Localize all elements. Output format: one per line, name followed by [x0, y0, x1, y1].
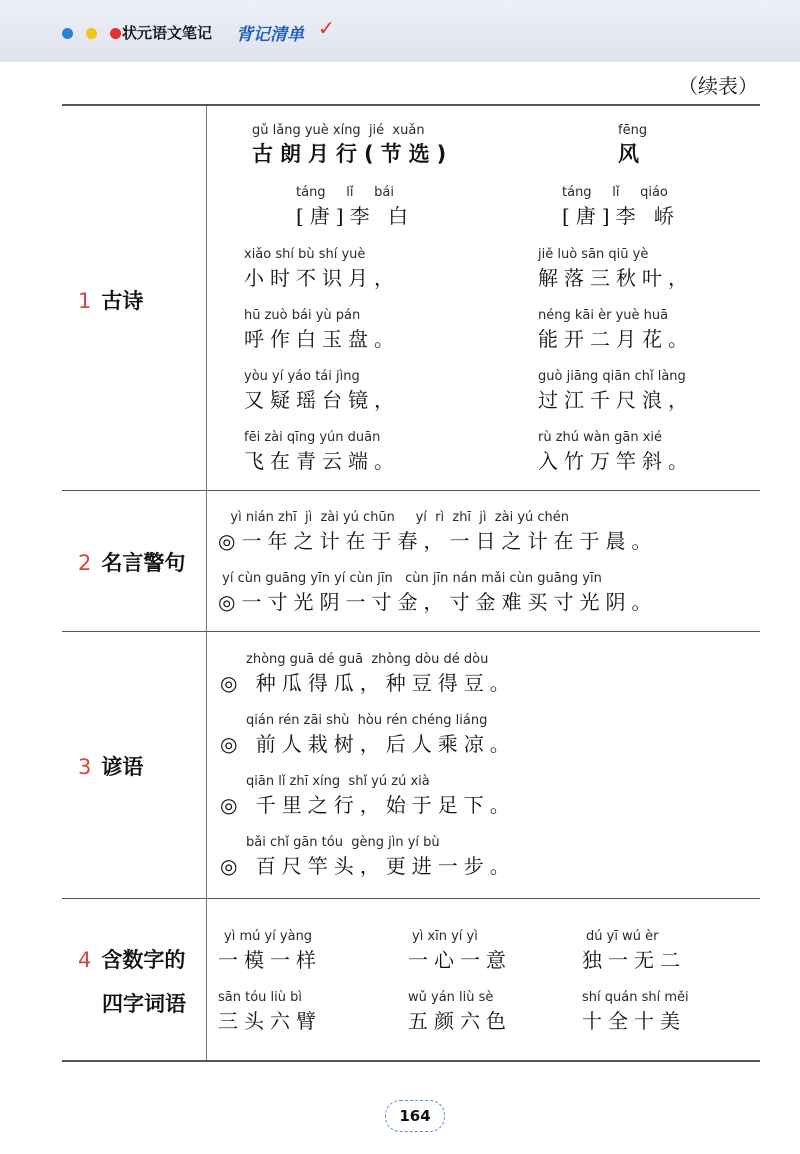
continued-label: （续表）	[678, 74, 758, 98]
proverb-item: qiān lǐ zhī xíng shǐ yú zú xià ◎ 千里之行，始于足下。	[220, 774, 516, 817]
section-label-number-idioms-line2: 四字词语	[102, 992, 186, 1016]
poem-line: rù zhú wàn gān xié 入竹万竿斜。	[538, 430, 694, 473]
page-number: 164	[385, 1100, 445, 1132]
section-tag: 背记清单	[236, 25, 304, 45]
poem-title: gǔ lǎng yuè xíng jié xuǎn 古朗月行(节选)	[252, 123, 454, 166]
poem-line: jiě luò sān qiū yè 解落三秋叶，	[538, 247, 694, 290]
poem-line: yòu yí yáo tái jìng 又疑瑶台镜，	[244, 369, 400, 412]
table-bottom-rule	[62, 1060, 760, 1062]
idiom-item: dú yī wú èr 独一无二	[582, 929, 686, 972]
poem-line: xiǎo shí bù shí yuè 小时不识月，	[244, 247, 400, 290]
proverb-item: qián rén zāi shù hòu rén chéng liáng ◎ 前人栽树，后人乘凉。	[220, 713, 516, 756]
poem-line: néng kāi èr yuè huā 能开二月花。	[538, 308, 694, 351]
idiom-item: yì mú yí yàng 一模一样	[218, 929, 322, 972]
idiom-item: shí quán shí měi 十全十美	[582, 990, 689, 1033]
red-dot-icon	[110, 28, 121, 39]
poem-line: guò jiāng qiān chǐ làng 过江千尺浪，	[538, 369, 694, 412]
row-divider	[62, 898, 760, 899]
idiom-item: yì xīn yí yì 一心一意	[408, 929, 512, 972]
row-divider	[62, 490, 760, 491]
proverb-item: bǎi chǐ gān tóu gèng jìn yí bù ◎ 百尺竿头，更进一步。	[220, 835, 516, 878]
idiom-item: wǔ yán liù sè 五颜六色	[408, 990, 512, 1033]
blue-dot-icon	[62, 28, 73, 39]
saying-item: yì nián zhī jì zài yú chūn yí rì zhī jì zài yú chén ◎一年之计在于春，一日之计在于晨。	[218, 510, 658, 553]
header-band	[0, 0, 800, 62]
poem-author: táng lǐ bái [唐]李 白	[296, 185, 414, 228]
idiom-item: sān tóu liù bì 三头六臂	[218, 990, 322, 1033]
poem-line: fēi zài qīng yún duān 飞在青云端。	[244, 430, 400, 473]
book-title: 状元语文笔记	[122, 24, 213, 42]
yellow-dot-icon	[86, 28, 97, 39]
proverb-item: zhòng guā dé guā zhòng dòu dé dòu ◎ 种瓜得瓜，种豆得豆。	[220, 652, 516, 695]
poem-title: fēng 风	[618, 123, 648, 166]
section-label-proverbs: 3 谚语	[78, 755, 144, 779]
column-divider	[206, 106, 207, 1060]
poem-line: hū zuò bái yù pán 呼作白玉盘。	[244, 308, 400, 351]
row-divider	[62, 631, 760, 632]
poem-author: táng lǐ qiáo [唐]李 峤	[562, 185, 680, 228]
table-top-rule	[62, 104, 760, 106]
section-label-number-idioms: 4 含数字的	[78, 948, 186, 972]
checkmark-icon: ✓	[318, 16, 335, 40]
section-label-famous-sayings: 2 名言警句	[78, 551, 186, 575]
saying-item: yí cùn guāng yīn yí cùn jīn cùn jīn nán mǎi cùn guāng yīn ◎一寸光阴一寸金，寸金难买寸光阴。	[218, 571, 658, 614]
section-label-ancient-poems: 1 古诗	[78, 289, 144, 313]
